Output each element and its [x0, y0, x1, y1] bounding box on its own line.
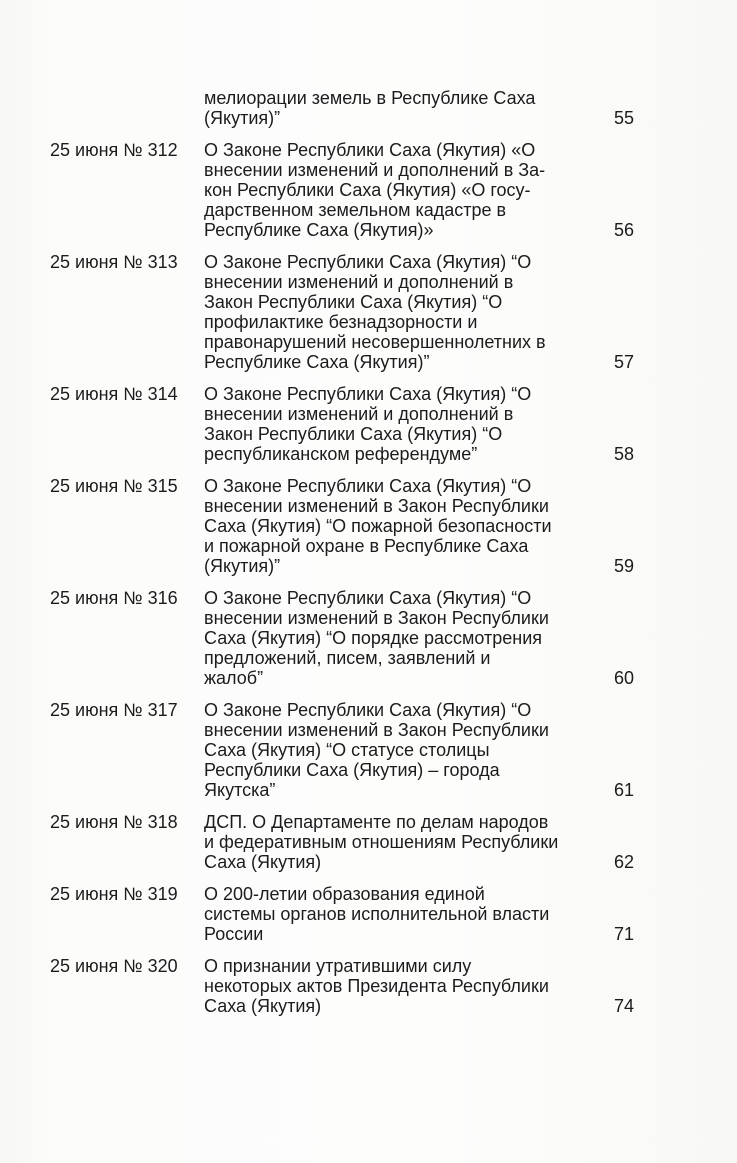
entry-page-number: 55: [614, 108, 635, 128]
list-item: [50, 252, 650, 372]
entry-date: 25 июня № 315: [50, 476, 178, 496]
entry-page-number: 57: [614, 352, 635, 372]
list-item: [50, 88, 650, 128]
entry-date: 25 июня № 320: [50, 956, 178, 976]
entry-title: О Законе Республики Саха (Якутия) “О внесении изменений в Закон Республики Саха (Якутия) “О статусе столицы Республики Саха (Якутия) – города Якутска”: [204, 700, 549, 800]
entry-date: 25 июня № 316: [50, 588, 178, 608]
entry-title: О Законе Республики Саха (Якутия) «О внесении изменений и дополнений в За- кон Республики Саха (Якутия) «О госу- дарственном земельном кадастре в Республике Саха (Якутия)»: [204, 140, 546, 240]
entry-title: О 200-летии образования единой системы органов исполнительной власти России: [204, 884, 550, 944]
entry-page-number: 74: [614, 996, 635, 1016]
list-item: [50, 956, 650, 1016]
entry-date: 25 июня № 312: [50, 140, 178, 160]
entry-title: мелиорации земель в Республике Саха (Якутия)”: [204, 88, 536, 128]
entry-page-number: 59: [614, 556, 635, 576]
entry-page-number: 61: [614, 780, 635, 800]
list-item: [50, 884, 650, 944]
list-item: [50, 700, 650, 800]
entry-title: О признании утратившими силу некоторых актов Президента Республики Саха (Якутия): [204, 956, 549, 1016]
entry-title: О Законе Республики Саха (Якутия) “О внесении изменений и дополнений в Закон Республики Саха (Якутия) “О республиканском референдуме”: [204, 384, 532, 464]
entry-title: О Законе Республики Саха (Якутия) “О внесении изменений в Закон Республики Саха (Якутия) “О пожарной безопасности и пожарной охране в Республике Саха (Якутия)”: [204, 476, 552, 576]
entry-page-number: 62: [614, 852, 635, 872]
entry-page-number: 58: [614, 444, 635, 464]
entry-date: 25 июня № 314: [50, 384, 178, 404]
list-item: [50, 588, 650, 688]
entry-title: ДСП. О Департаменте по делам народов и федеративным отношениям Республики Саха (Якутия): [204, 812, 559, 872]
entry-page-number: 56: [614, 220, 635, 240]
contents-list: [50, 88, 650, 1028]
entry-title: О Законе Республики Саха (Якутия) “О внесении изменений и дополнений в Закон Республики Саха (Якутия) “О профилактике безнадзорности и правонарушений несовершеннолетних в Республике Саха (Якутия)”: [204, 252, 546, 372]
entry-date: 25 июня № 318: [50, 812, 178, 832]
list-item: [50, 140, 650, 240]
list-item: [50, 812, 650, 872]
entry-date: 25 июня № 319: [50, 884, 178, 904]
entry-date: 25 июня № 317: [50, 700, 178, 720]
entry-page-number: 60: [614, 668, 635, 688]
entry-page-number: 71: [614, 924, 635, 944]
list-item: [50, 476, 650, 576]
entry-title: О Законе Республики Саха (Якутия) “О внесении изменений в Закон Республики Саха (Якутия) “О порядке рассмотрения предложений, писем, заявлений и жалоб”: [204, 588, 549, 688]
entry-date: 25 июня № 313: [50, 252, 178, 272]
list-item: [50, 384, 650, 464]
